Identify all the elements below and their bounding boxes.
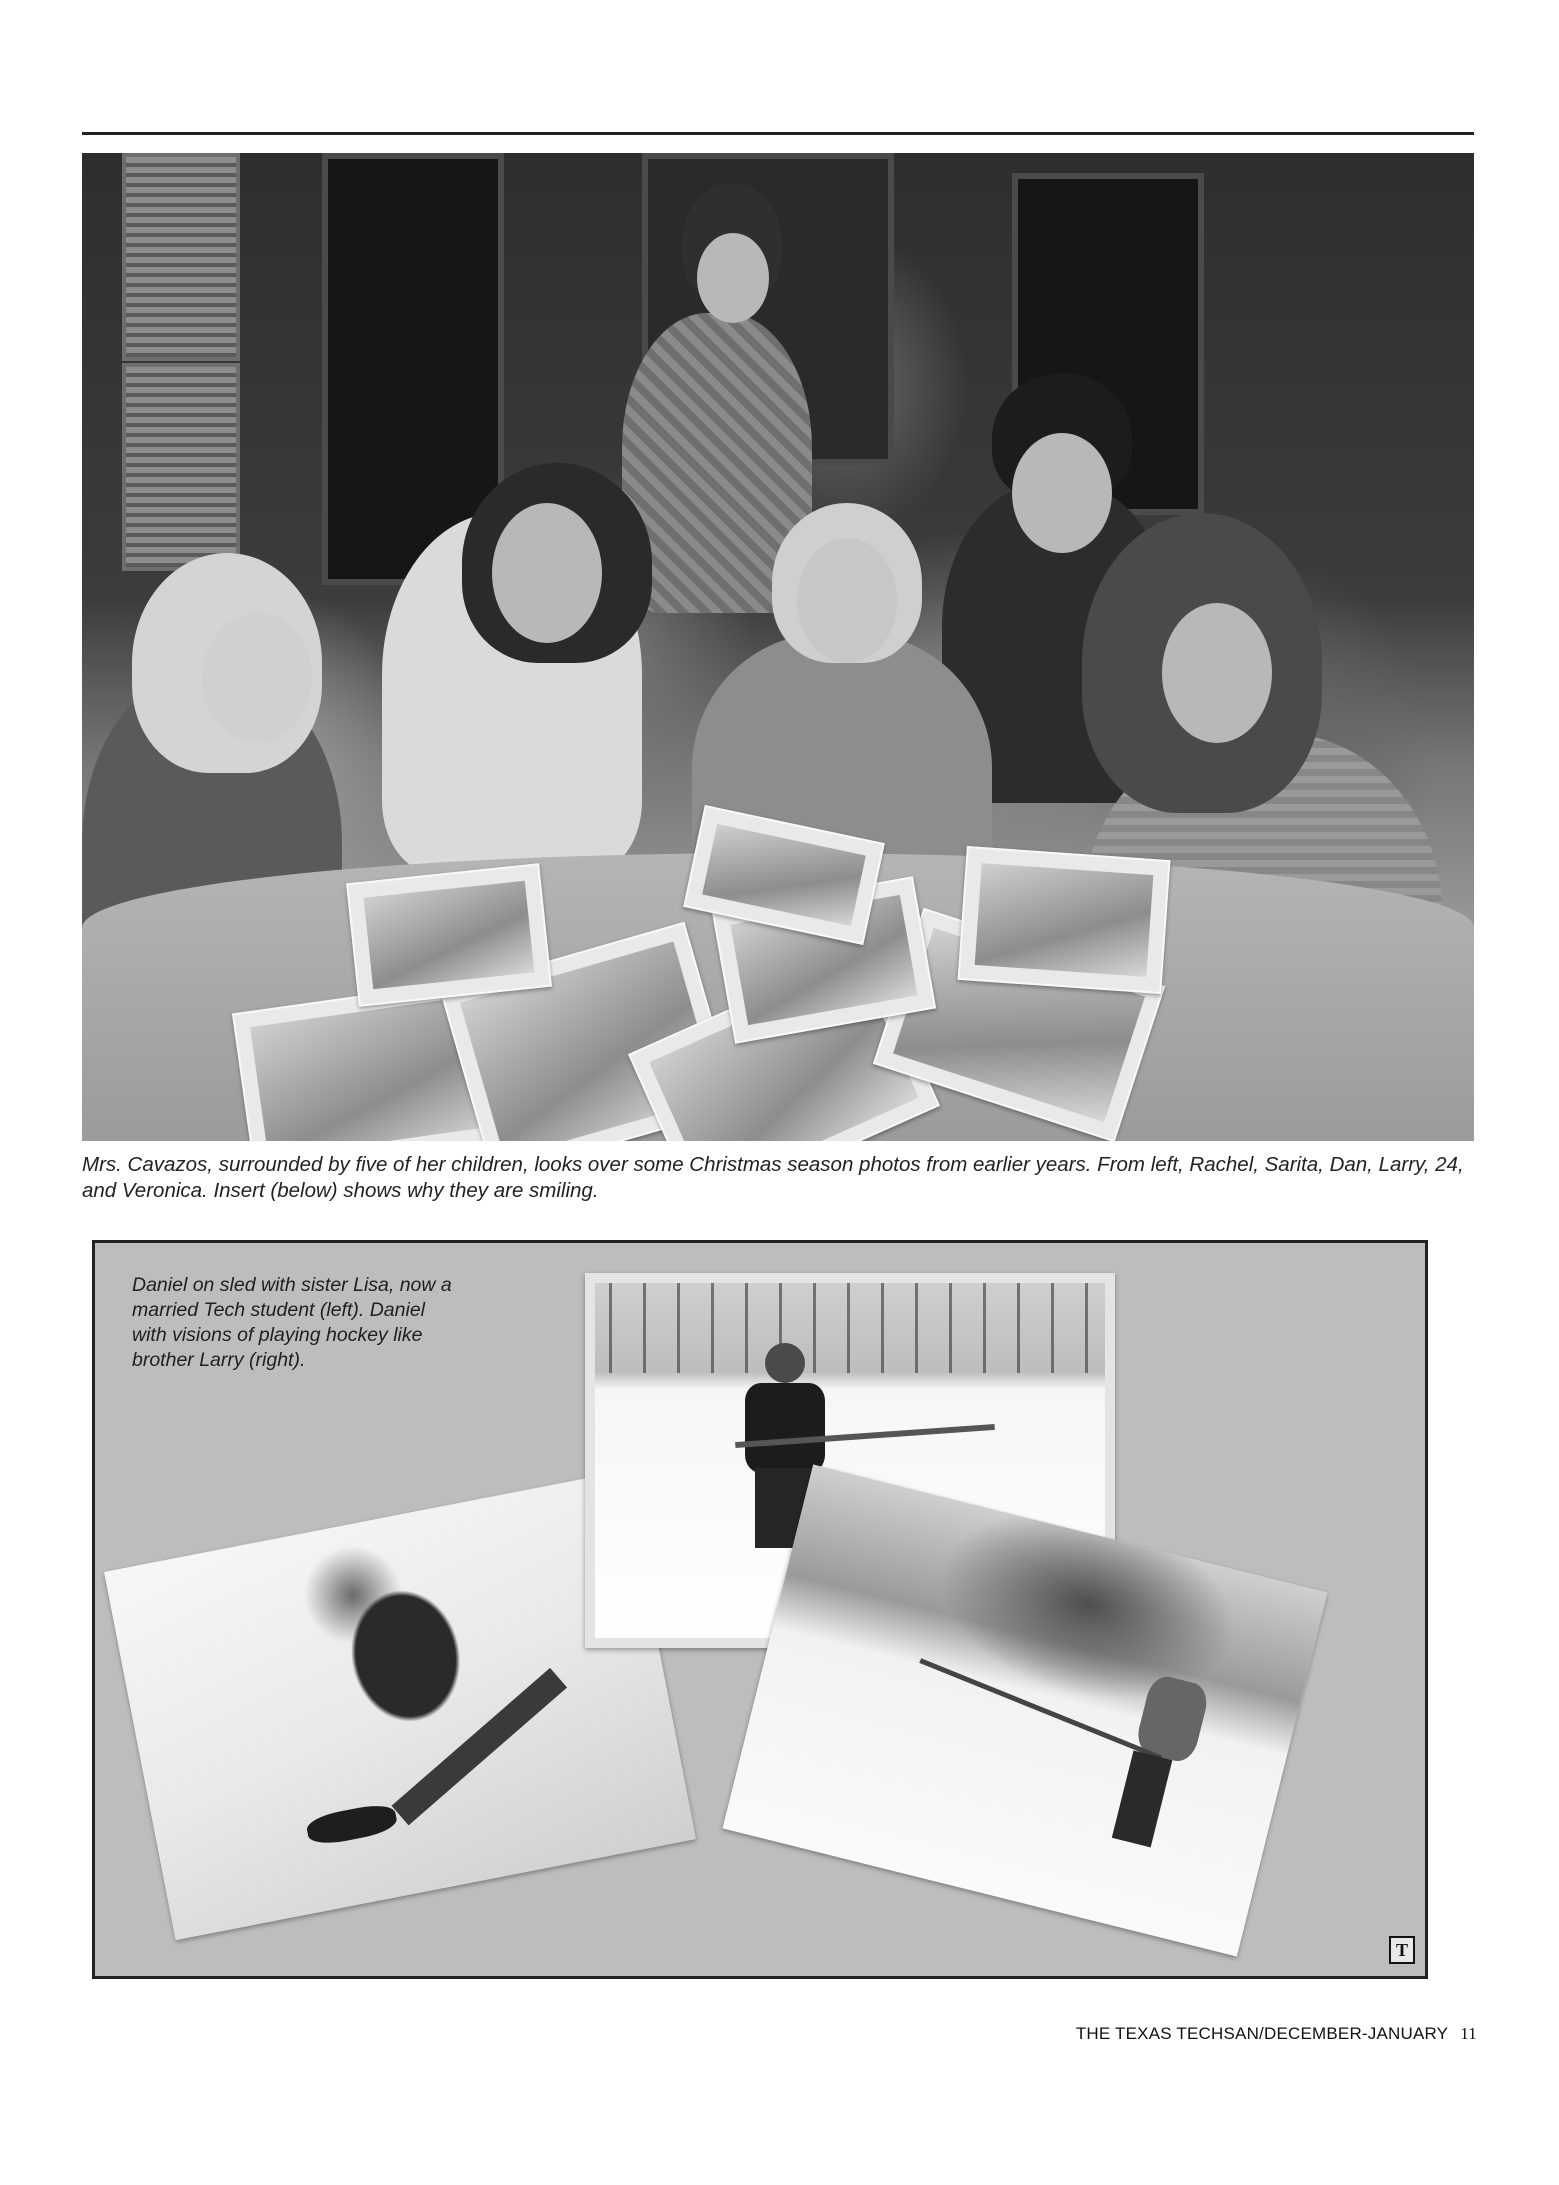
publication-name: THE TEXAS TECHSAN/DECEMBER-JANUARY	[1075, 2024, 1449, 2043]
window-shutter	[122, 153, 240, 361]
insert-panel	[92, 1240, 1428, 1979]
page-footer	[1076, 2024, 1477, 2044]
window-shutter	[122, 363, 240, 571]
face	[697, 233, 769, 323]
skating-snapshot	[723, 1464, 1328, 1956]
face	[202, 613, 312, 743]
face	[492, 503, 602, 643]
insert-caption: Daniel on sled with sister Lisa, now a married Tech student (left). Daniel with visions of playing hockey like brother Larry (right).	[132, 1274, 452, 1371]
top-rule	[82, 132, 1474, 135]
page-number: 11	[1460, 2024, 1477, 2043]
photo-print	[958, 846, 1171, 994]
family-photo	[82, 153, 1474, 1141]
photo-print	[346, 863, 552, 1007]
face	[1162, 603, 1272, 743]
tech-logo: T	[1389, 1936, 1415, 1964]
face	[797, 538, 897, 663]
face	[1012, 433, 1112, 553]
photo-caption: Mrs. Cavazos, surrounded by five of her children, looks over some Christmas season photos from earlier years. From left, Rachel, Sarita, Dan, Larry, 24, and Veronica. Insert (below) shows why they are smiling.	[82, 1153, 1464, 1202]
